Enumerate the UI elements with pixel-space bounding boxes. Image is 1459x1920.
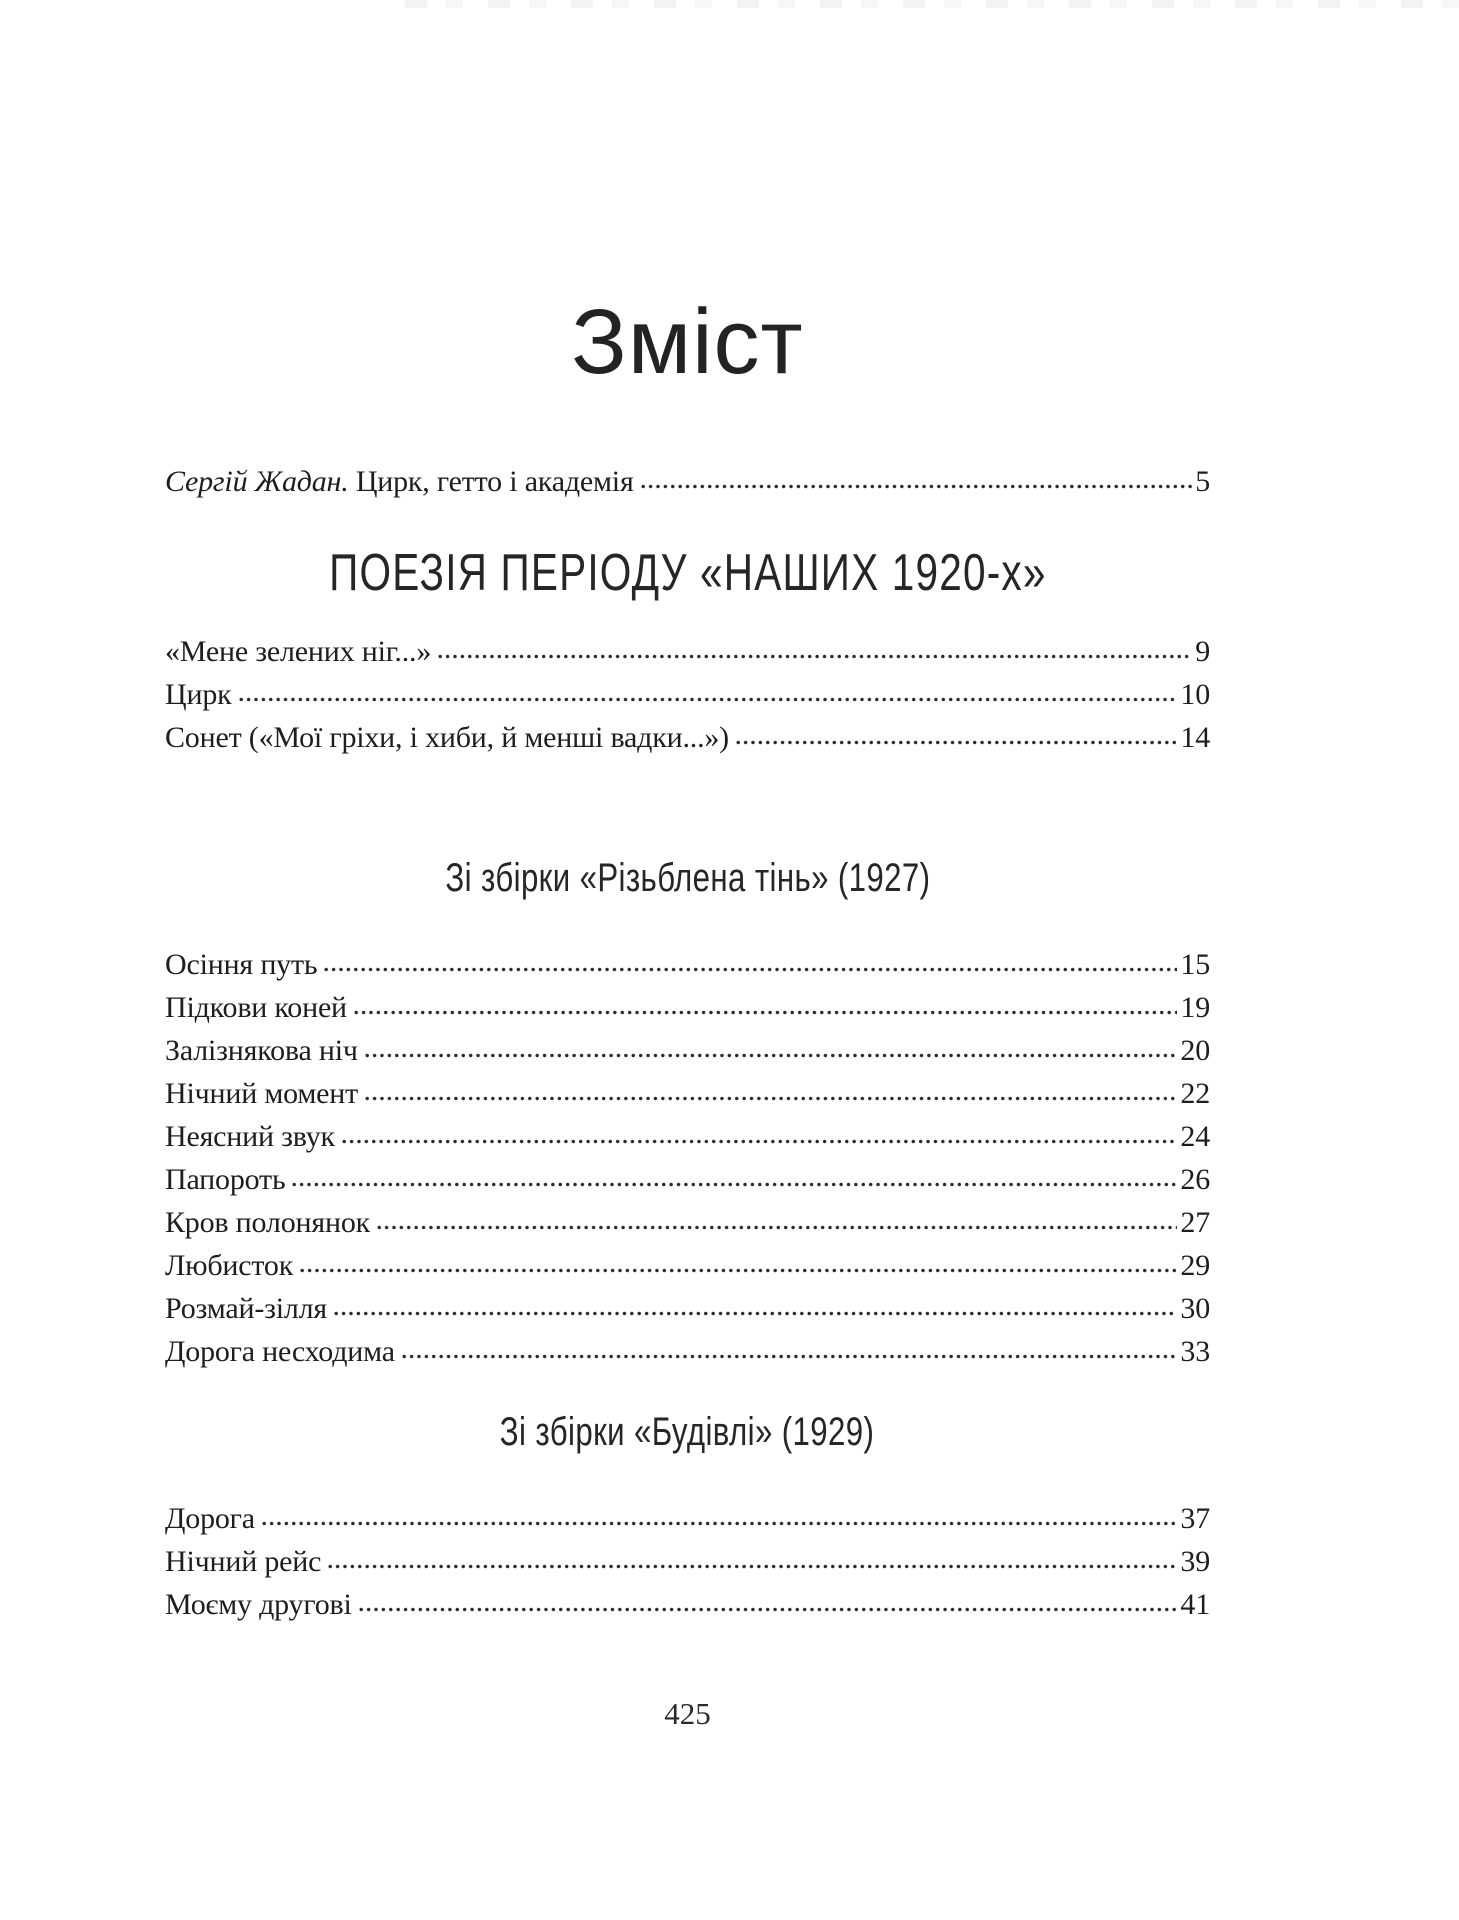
dot-leader bbox=[333, 1296, 1177, 1318]
toc-entry-title-text: Цирк, гетто і академія bbox=[348, 465, 634, 498]
page-title: Зміст bbox=[571, 291, 804, 393]
toc-section-heading-text: ПОЕЗІЯ ПЕРІОДУ «НАШИХ 1920-х» bbox=[328, 544, 1047, 602]
toc-entry bbox=[165, 1244, 1210, 1287]
toc-entry bbox=[165, 1540, 1210, 1583]
toc-section-heading bbox=[165, 855, 1210, 901]
toc-entry-title: «Мене зелених ніг...» bbox=[165, 635, 432, 669]
toc-entry-page-number: 29 bbox=[1180, 1249, 1210, 1283]
dot-leader bbox=[353, 995, 1177, 1017]
toc-entry-title: Кров полонянок bbox=[165, 1206, 370, 1240]
toc-entry bbox=[165, 630, 1210, 673]
book-page-number: 425 bbox=[664, 1696, 711, 1732]
toc-section-heading bbox=[165, 1409, 1210, 1455]
toc-entry bbox=[165, 1201, 1210, 1244]
toc-entry-page-number: 10 bbox=[1180, 678, 1210, 712]
toc-entry bbox=[165, 1029, 1210, 1072]
toc-entry-page-number: 20 bbox=[1180, 1034, 1210, 1068]
toc-entry bbox=[165, 1158, 1210, 1201]
dot-leader bbox=[358, 1592, 1178, 1614]
toc-entry-page-number: 26 bbox=[1180, 1163, 1210, 1197]
text-block bbox=[0, 291, 1459, 1732]
toc-entry-title: Розмай-зілля bbox=[165, 1292, 328, 1326]
dot-leader bbox=[291, 1167, 1177, 1189]
toc-entry-title: Неясний звук bbox=[165, 1120, 335, 1154]
toc-entry bbox=[165, 1497, 1210, 1540]
dot-leader bbox=[401, 1339, 1178, 1361]
toc-entry-title: Нічний момент bbox=[165, 1077, 359, 1111]
toc-section-heading-text: Зі збірки «Різьблена тінь» (1927) bbox=[444, 856, 931, 901]
toc-entry-title: Цирк bbox=[165, 678, 232, 712]
toc-entry-title: Папороть bbox=[165, 1163, 286, 1197]
toc-entry-author: Сергій Жадан. bbox=[165, 465, 349, 498]
toc-section-heading-text: Зі збірки «Будівлі» (1929) bbox=[500, 1410, 875, 1455]
toc-entry-page-number: 22 bbox=[1180, 1077, 1210, 1111]
toc-entry-title: Дорога несходима bbox=[165, 1335, 395, 1369]
toc-section-entries bbox=[165, 943, 1210, 1373]
toc-entry-title: Осіння путь bbox=[165, 948, 318, 982]
dot-leader bbox=[640, 469, 1193, 491]
dot-leader bbox=[323, 952, 1177, 974]
dot-leader bbox=[238, 682, 1178, 704]
toc-entry bbox=[165, 716, 1210, 759]
toc-entry-page-number: 5 bbox=[1195, 465, 1210, 498]
toc-sections bbox=[165, 545, 1210, 1626]
toc-section bbox=[165, 1409, 1210, 1626]
toc-entry-title: Залізнякова ніч bbox=[165, 1034, 358, 1068]
toc-entry bbox=[165, 1330, 1210, 1373]
dot-leader bbox=[364, 1081, 1177, 1103]
toc-entry-title: Моєму другові bbox=[165, 1588, 352, 1622]
toc-entry-page-number: 33 bbox=[1180, 1335, 1210, 1369]
toc-intro-entries bbox=[165, 460, 1210, 503]
toc-entry-page-number: 41 bbox=[1180, 1588, 1210, 1622]
toc-section-entries bbox=[165, 1497, 1210, 1626]
toc-entry-page-number: 19 bbox=[1180, 991, 1210, 1025]
toc-entry-title: Нічний рейс bbox=[165, 1545, 322, 1579]
toc-entry-page-number: 37 bbox=[1180, 1502, 1210, 1536]
dot-leader bbox=[364, 1038, 1178, 1060]
toc-entry-title: Підкови коней bbox=[165, 991, 347, 1025]
toc-entry-page-number: 24 bbox=[1180, 1120, 1210, 1154]
toc-entry-title: Дорога bbox=[165, 1502, 255, 1536]
toc-entry bbox=[165, 673, 1210, 716]
dot-leader bbox=[299, 1253, 1177, 1275]
dot-leader bbox=[327, 1549, 1177, 1571]
dot-leader bbox=[261, 1506, 1178, 1528]
dot-leader bbox=[341, 1124, 1177, 1146]
toc-entry-title: Любисток bbox=[165, 1249, 294, 1283]
toc-section bbox=[165, 545, 1210, 759]
dot-leader bbox=[437, 639, 1192, 661]
toc-entry-page-number: 30 bbox=[1180, 1292, 1210, 1326]
toc-entry bbox=[165, 1115, 1210, 1158]
scan-showthrough-artifact bbox=[405, 0, 1459, 8]
toc-entry-title: Сонет («Мої гріхи, і хиби, й менші вадки...») bbox=[165, 721, 729, 755]
toc-entry-page-number: 9 bbox=[1195, 635, 1210, 669]
toc-entry-page-number: 39 bbox=[1180, 1545, 1210, 1579]
toc-entry bbox=[165, 1583, 1210, 1626]
toc-entry bbox=[165, 986, 1210, 1029]
toc-entry bbox=[165, 1072, 1210, 1115]
toc-entry bbox=[165, 1287, 1210, 1330]
toc-section bbox=[165, 855, 1210, 1373]
toc-entry-page-number: 14 bbox=[1180, 721, 1210, 755]
toc-section-entries bbox=[165, 630, 1210, 759]
dot-leader bbox=[376, 1210, 1177, 1232]
toc-section-heading bbox=[165, 545, 1210, 602]
toc-entry-page-number: 27 bbox=[1180, 1206, 1210, 1240]
toc-entry bbox=[165, 943, 1210, 986]
dot-leader bbox=[735, 725, 1177, 747]
toc-entry-page-number: 15 bbox=[1180, 948, 1210, 982]
toc-entry-title bbox=[165, 460, 634, 503]
toc-entry bbox=[165, 460, 1210, 503]
